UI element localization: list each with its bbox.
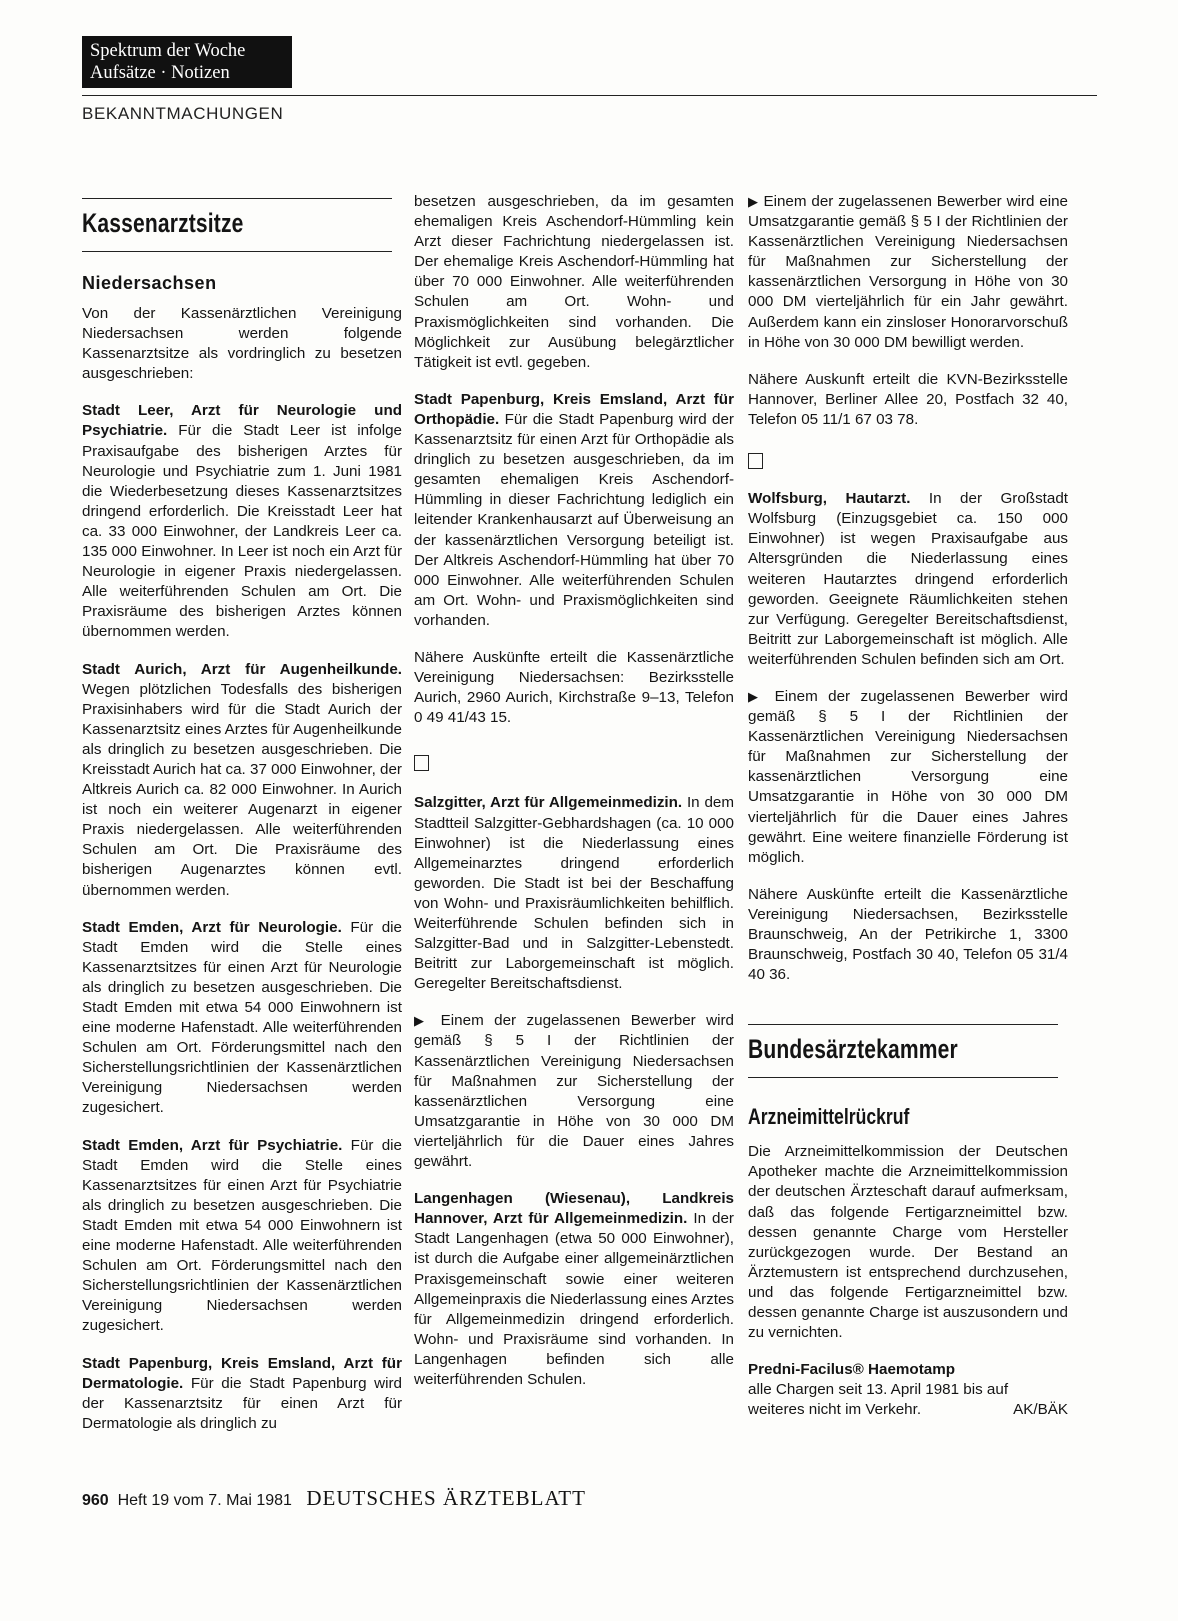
section-title-bundesaerztekammer: Bundesärztekammer (748, 1034, 958, 1065)
bullet-text: Einem der zugelassenen Bewerber wird eine Umsatzgarantie gemäß § 5 I der Richtlinien der Kassenärztlichen Vereinigung Niedersachsen für Maßnahmen zur Sicherstellung der kassenärztlichen Versorgung in Höhe von 30 000 DM vierteljährlich für ein Jahr gewährt. Außerdem kann ein zinsloser Honorarvorschuß in Höhe von 30 000 DM bewilligt werden. (748, 193, 1068, 351)
listing-body: In dem Stadtteil Salzgitter-Gebhardshagen (ca. 10 000 Einwohner) ist die Niederlassung eines Allgemeinarztes dringend erforderlich geworden. Die Stadt ist bei der Beschaffung von Wohn- und Praxisräumlichkeiten behilflich. Weiterführende Schulen befinden sich in Salzgitter-Bad und in Salzgitter-Lebenstedt. Beitritt zur Laborgemeinschaft ist möglich. Geregelter Bereitschaftsdienst. (414, 794, 734, 993)
listing-papenburg-orthopaedie (414, 390, 734, 631)
column-3 (748, 192, 1068, 1421)
separator-box-icon (748, 453, 763, 469)
triangle-bullet-icon: ▶ (414, 1013, 431, 1029)
product-status-line2 (748, 1400, 1068, 1420)
header-rule (82, 95, 1097, 96)
bullet-wolfsburg (748, 687, 1068, 868)
listing-papenburg-dermatologie (82, 1354, 402, 1434)
listing-body: Für die Stadt Papenburg wird der Kassenarztsitz für einen Arzt für Dermatologie als dringlich zu (82, 1374, 402, 1432)
listing-emden-neurologie (82, 918, 402, 1119)
section-label: BEKANNTMACHUNGEN (82, 104, 284, 123)
signature: AK/BÄK (1013, 1401, 1068, 1419)
listing-heading: Langenhagen (Wiesenau), Landkreis Hannover, Arzt für Allgemeinmedizin. (414, 1190, 734, 1228)
listing-langenhagen (414, 1189, 734, 1390)
recall-paragraph: Die Arzneimittelkommission der Deutschen Apotheker machte die Arzneimittelkommission der deutschen Ärzteschaft darauf aufmerksam, daß das folgende Fertigarzneimittel bzw. dessen genannte Charge vom Hersteller zurückgezogen wurde. Der Bestand an Ärztemustern ist entsprechend durchzusehen, und das folgende Fertigarzneimittel bzw. dessen genannte Charge ist auszusondern und zu vernichten. (748, 1143, 1068, 1342)
bullet-text: Einem der zugelassenen Bewerber wird gemäß § 5 I der Richtlinien der Kassenärztlichen Vereinigung Niedersachsen für Maßnahmen zur Sicherstellung der kassenärztlichen Versorgung eine Umsatzgarantie in Höhe von 30 000 DM vierteljährlich für die Dauer eines Jahres gewährt. Eine weitere finanzielle Förderung ist möglich. (748, 687, 1068, 866)
listing-body: Für die Stadt Leer ist infolge Praxisaufgabe des bisherigen Arztes für Neurologie und Psychiatrie zum 1. Juni 1981 die Wiederbesetzung dieses Kassenarztsitzes dringend erforderlich. Die Kreisstadt Leer hat ca. 33 000 Einwohner, der Landkreis Leer ca. 135 000 Einwohner. In Leer ist noch ein Arzt für Neurologie in eigener Praxis niedergelassen. Alle weiterführenden Schulen am Ort. Die Praxisräume des bisherigen Arztes können übernommen werden. (82, 422, 402, 641)
listing-leer (82, 401, 402, 642)
product-status-text: weiteres nicht im Verkehr. (748, 1401, 922, 1419)
listing-body: In der Stadt Langenhagen (etwa 50 000 Einwohner), ist durch die Aufgabe einer allgemeinärztlichen Praxisgemeinschaft sowie einer weiteren Allgemeinpraxis die Niederlassung eines Arztes für Allgemeinmedizin dringend erforderlich. Wohn- und Praxisräume sind vorhanden. In Langenhagen befinden sich alle weiterführenden Schulen. (414, 1210, 734, 1388)
bullet-langenhagen (748, 192, 1068, 353)
subtitle-arzneimittelrueckruf: Arzneimittelrückruf (748, 1104, 910, 1130)
column-1 (82, 198, 402, 1451)
masthead-line1: Spektrum der Woche (90, 41, 246, 61)
subtitle-niedersachsen: Niedersachsen (82, 273, 217, 293)
contact-aurich: Nähere Auskünfte erteilt die Kassenärztliche Vereinigung Niedersachsen: Bezirksstelle Aurich, 2960 Aurich, Kirchstraße 9–13, Telefon 0 49 41/43 15. (414, 648, 734, 727)
journal-name: DEUTSCHES ÄRZTEBLATT (306, 1486, 586, 1510)
contact-braunschweig: Nähere Auskünfte erteilt die Kassenärztliche Vereinigung Niedersachsen, Bezirksstelle Braunschweig, An der Petrikirche 1, 3300 Braunschweig, Postfach 30 40, Telefon 05 31/4 40 36. (748, 885, 1068, 984)
listing-aurich (82, 660, 402, 901)
page-footer (82, 1486, 586, 1511)
listing-body: Für die Stadt Papenburg wird der Kassenarztsitz für einen Arzt für Orthopädie als dringlich zu besetzen ausgeschrieben, da im gesamten ehemaligen Kreis Aschendorf-Hümmling in dieser Fachrichtung lediglich ein leitender Krankenhausarzt auf Überweisung an der kassenärztlichen Versorgung beteiligt ist. Der Altkreis Aschendorf-Hümmling hat über 70 000 Einwohner. Alle weiterführenden Schulen am Ort. Wohn- und Praxismöglichkeiten sind vorhanden. (414, 410, 734, 629)
listing-wolfsburg (748, 489, 1068, 670)
listing-heading: Stadt Leer, Arzt für Neurologie und Psychiatrie. (82, 402, 402, 440)
papenburg-continuation: besetzen ausgeschrieben, da im gesamten ehemaligen Kreis Aschendorf-Hümmling kein Arzt dieser Fachrichtung niedergelassen ist. Der ehemalige Kreis Aschendorf-Hümmling hat über 70 000 Einwohner. Alle weiterführenden Schulen am Ort. Wohn- und Praxismöglichkeiten sind vorhanden. Die Möglichkeit zur Ausübung belegärztlicher Tätigkeit ist evtl. gegeben. (414, 193, 734, 371)
listing-heading: Stadt Aurich, Arzt für Augenheilkunde. (82, 660, 402, 678)
triangle-bullet-icon: ▶ (748, 194, 759, 209)
column-2 (414, 192, 734, 1407)
product-name: Predni-Facilus® Haemotamp (748, 1361, 955, 1379)
issue-info: Heft 19 vom 7. Mai 1981 (117, 1492, 292, 1509)
bullet-salzgitter (414, 1011, 734, 1172)
contact-hannover: Nähere Auskunft erteilt die KVN-Bezirksstelle Hannover, Berliner Allee 20, Postfach 32 40, Telefon 05 11/1 67 03 78. (748, 370, 1068, 428)
listing-body: Wegen plötzlichen Todesfalls des bisherigen Praxisinhabers wird für die Stadt Aurich der Kassenarztsitz eines Arztes für Augenheilkunde als dringlich zu besetzen ausgeschrieben. Die Kreisstadt Aurich hat ca. 37 000 Einwohner, der Altkreis Aurich ca. 82 000 Einwohner. In Aurich ist noch ein weiterer Augenarzt in eigener Praxis niedergelassen. Alle weiterführenden Schulen am Ort. Die Praxisräume des bisherigen Augenarztes können evtl. übernommen werden. (82, 680, 402, 899)
section-title-kassenarztsitze: Kassenarztsitze (82, 208, 244, 238)
listing-heading: Stadt Papenburg, Kreis Emsland, Arzt für Orthopädie. (414, 390, 734, 428)
listing-body: Für die Stadt Emden wird die Stelle eines Kassenarztsitzes für einen Arzt für Psychiatrie als dringlich zu besetzen ausgeschrieben. Die Stadt Emden mit etwa 54 000 Einwohnern ist eine moderne Hafenstadt. Alle weiterführenden Schulen am Ort. Förderungsmittel nach den Sicherstellungsrichtlinien der Kassenärztlichen Vereinigung Niedersachsen werden zugesichert. (82, 1136, 402, 1335)
listing-heading: Wolfsburg, Hautarzt. (748, 490, 911, 508)
product-status-line1: alle Chargen seit 13. April 1981 bis auf (748, 1381, 1009, 1399)
listing-heading: Stadt Papenburg, Kreis Emsland, Arzt für Dermatologie. (82, 1354, 402, 1392)
bullet-text: Einem der zugelassenen Bewerber wird gemäß § 5 I der Richtlinien der Kassenärztlichen Vereinigung Niedersachsen für Maßnahmen zur Sicherstellung der kassenärztlichen Versorgung eine Umsatzgarantie in Höhe von 30 000 DM vierteljährlich für die Dauer eines Jahres gewährt. (414, 1012, 734, 1171)
triangle-bullet-icon: ▶ (748, 688, 765, 704)
listing-emden-psychiatrie (82, 1136, 402, 1337)
listing-salzgitter (414, 793, 734, 994)
intro-paragraph: Von der Kassenärztlichen Vereinigung Niedersachsen werden folgende Kassenarztsitze als vordringlich zu besetzen ausgeschrieben: (82, 305, 402, 383)
masthead-box (82, 36, 292, 88)
page-number: 960 (82, 1492, 109, 1509)
separator-box-icon (414, 755, 429, 771)
listing-heading: Stadt Emden, Arzt für Psychiatrie. (82, 1136, 343, 1154)
listing-body: In der Großstadt Wolfsburg (Einzugsgebiet ca. 150 000 Einwohner) ist wegen Praxisaufgabe aus Altersgründen die Niederlassung eines weiteren Hautarztes dringend erforderlich geworden. Geeignete Räumlichkeiten stehen zur Verfügung. Geregelter Bereitschaftsdienst, Beitritt zur Laborgemeinschaft ist möglich. Alle weiterführenden Schulen befinden sich am Ort. (748, 490, 1068, 668)
listing-body: Für die Stadt Emden wird die Stelle eines Kassenarztsitzes für einen Arzt für Neurologie als dringlich zu besetzen ausgeschrieben. Die Stadt Emden mit etwa 54 000 Einwohnern ist eine moderne Hafenstadt. Alle weiterführenden Schulen am Ort. Förderungsmittel nach den Sicherstellungsrichtlinien der Kassenärztlichen Vereinigung Niedersachsen werden zugesichert. (82, 918, 402, 1117)
listing-heading: Salzgitter, Arzt für Allgemeinmedizin. (414, 794, 683, 812)
listing-heading: Stadt Emden, Arzt für Neurologie. (82, 918, 342, 936)
masthead-line2: Aufsätze · Notizen (90, 63, 230, 83)
